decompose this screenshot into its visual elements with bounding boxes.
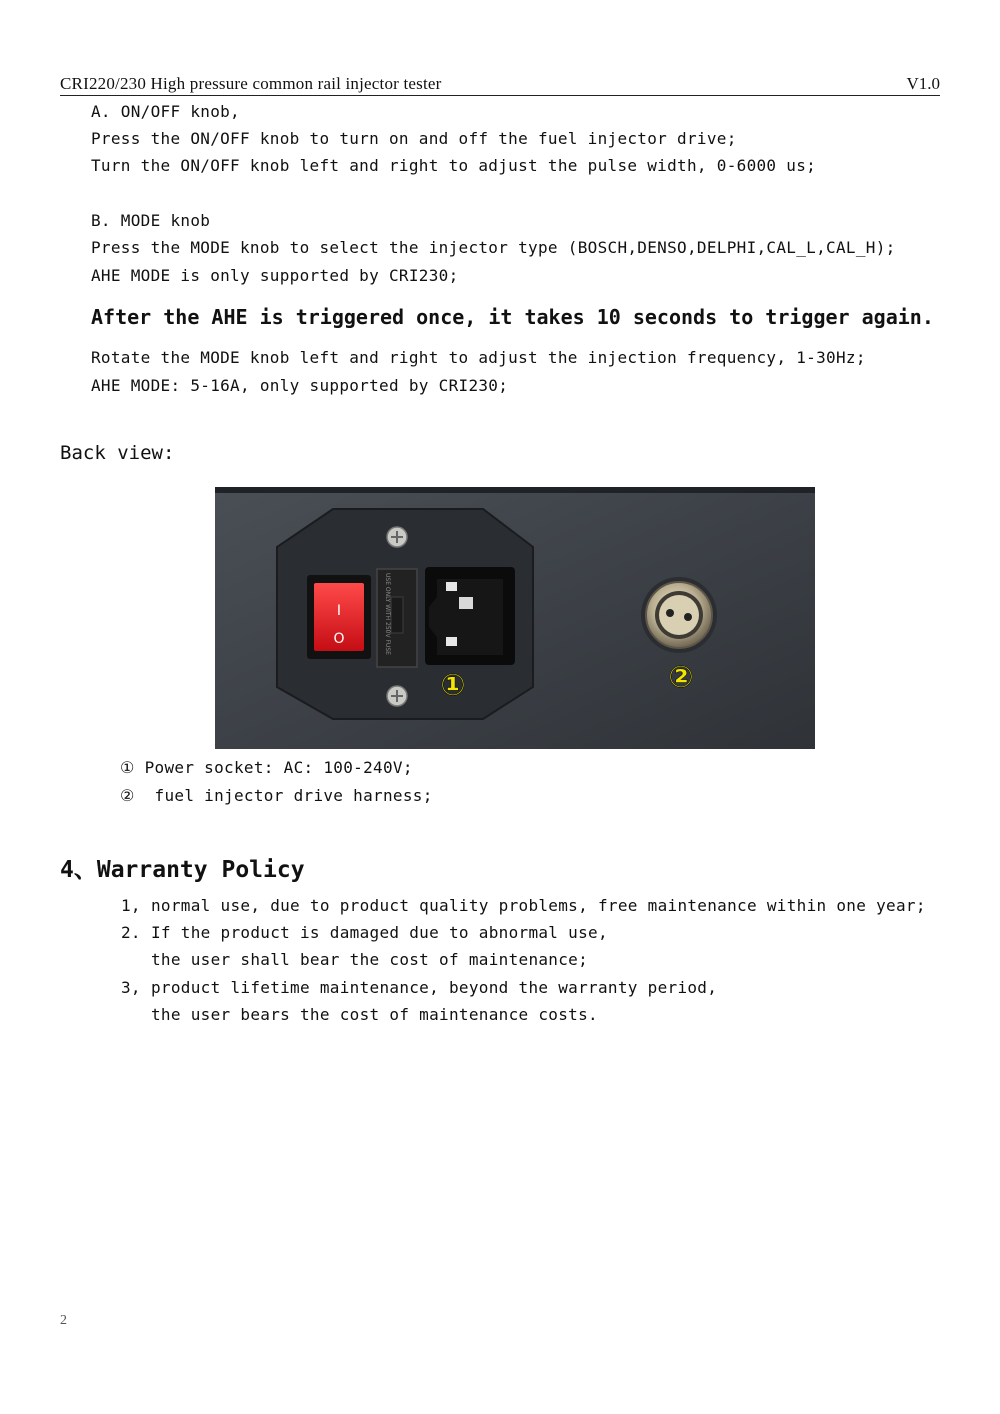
fuse-label: USE ONLY WITH 250V FUSE (384, 573, 391, 655)
fuse-drawer[interactable] (377, 569, 417, 667)
screw-icon (387, 686, 407, 706)
section-b-line: Press the MODE knob to select the injector type (BOSCH,DENSO,DELPHI,CAL_L,CAL_H); (91, 238, 896, 257)
connector-marker-2: ② (668, 660, 694, 695)
section-b-line: Rotate the MODE knob left and right to adjust the injection frequency, 1-30Hz; (91, 348, 866, 367)
warranty-item-number: 1, (121, 896, 141, 915)
section-a-heading: A. ON/OFF knob, (91, 102, 240, 121)
warranty-item-text: the user shall bear the cost of maintenance; (151, 950, 589, 969)
section-b-line: AHE MODE: 5-16A, only supported by CRI230; (91, 376, 509, 395)
warranty-heading: 4、Warranty Policy (60, 857, 305, 883)
section-a-line: Turn the ON/OFF knob left and right to adjust the pulse width, 0-6000 us; (91, 156, 817, 175)
warranty-item-number: 3, (121, 978, 141, 997)
page-header (60, 74, 940, 96)
section-b-line: AHE MODE is only supported by CRI230; (91, 266, 459, 285)
document-title: CRI220/230 High pressure common rail injector tester (60, 74, 442, 93)
warranty-item-number: 2. (121, 923, 141, 942)
socket-marker-1: ① (440, 668, 466, 703)
screw-icon (387, 527, 407, 547)
back-panel-photo (215, 487, 815, 749)
legend-item (120, 786, 433, 805)
document-version: V1.0 (906, 74, 940, 93)
section-a-line: Press the ON/OFF knob to turn on and off the fuel injector drive; (91, 129, 737, 148)
warranty-item-text: If the product is damaged due to abnormal use, (151, 923, 608, 942)
ahe-trigger-note: After the AHE is triggered once, it takes 10 seconds to trigger again. (91, 305, 934, 329)
harness-connector[interactable] (641, 577, 717, 653)
section-b-heading: B. MODE knob (91, 211, 211, 230)
warranty-item-text: product lifetime maintenance, beyond the warranty period, (151, 978, 718, 997)
warranty-item-text: the user bears the cost of maintenance costs. (151, 1005, 598, 1024)
legend-text: Power socket: AC: 100-240V; (134, 758, 413, 777)
iec-power-socket[interactable] (425, 567, 515, 665)
legend-text: fuel injector drive harness; (134, 786, 433, 805)
legend-marker: ① (120, 758, 135, 777)
warranty-item-text: normal use, due to product quality problems, free maintenance within one year; (151, 896, 926, 915)
switch-off-mark: O (333, 631, 345, 647)
legend-marker: ② (120, 786, 135, 805)
back-view-heading: Back view: (60, 442, 175, 464)
power-rocker-switch[interactable] (307, 575, 371, 659)
switch-on-mark: I (336, 603, 342, 619)
page-number: 2 (60, 1313, 67, 1328)
legend-item (120, 758, 413, 777)
